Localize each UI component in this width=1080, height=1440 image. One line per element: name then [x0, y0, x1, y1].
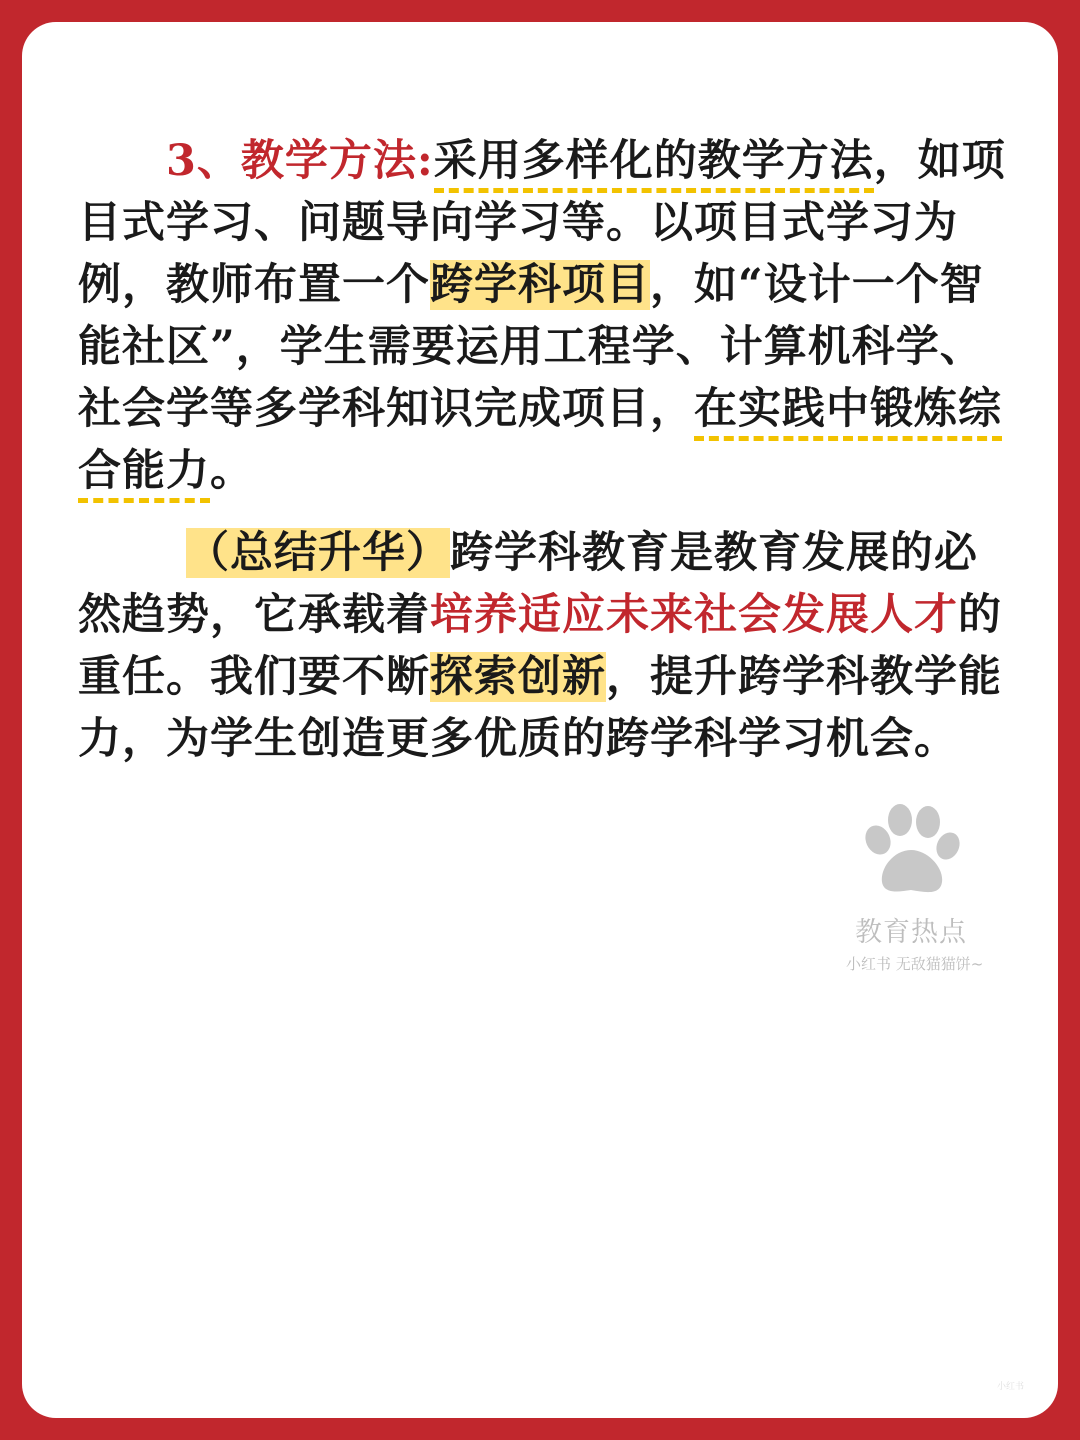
paw-icon	[856, 802, 966, 902]
underlined-text: 采用多样化的教学方法	[434, 136, 874, 193]
section-summary	[78, 522, 1018, 770]
summary-tag: （总结升华）	[186, 528, 450, 578]
body-text: 的重任。我们要不断	[78, 590, 1002, 702]
highlighted-text: 探索创新	[430, 652, 606, 702]
underlined-text: 在实践中锻炼综合能力	[78, 384, 1002, 503]
watermark-title: 教育热点	[855, 917, 967, 948]
section-teaching-methods	[78, 130, 1018, 502]
section-heading: 3、教学方法:	[166, 136, 434, 186]
red-emphasis-text: 培养适应未来社会发展人才	[430, 590, 958, 640]
body-text: ，如“设计一个智能社区”，学生需要运用工程学、计算机科学、社会学等多学科知识完成项目，	[78, 260, 984, 434]
body-text: ，提升跨学科教学能力，为学生创造更多优质的跨学科学习机会。	[78, 652, 1002, 764]
watermark	[846, 802, 984, 974]
highlighted-text: 跨学科项目	[430, 260, 650, 310]
body-text: ，如项目式学习、问题导向学习等。以项目式学习为例，教师布置一个	[78, 136, 1006, 310]
body-text: 。	[210, 446, 254, 496]
body-text: 跨学科教育是教育发展的必然趋势，它承载着	[78, 528, 978, 640]
corner-mark: 小红书	[996, 1382, 1024, 1392]
content-card	[22, 22, 1058, 1418]
watermark-user: 小红书 无敌猫猫饼~	[846, 955, 984, 973]
